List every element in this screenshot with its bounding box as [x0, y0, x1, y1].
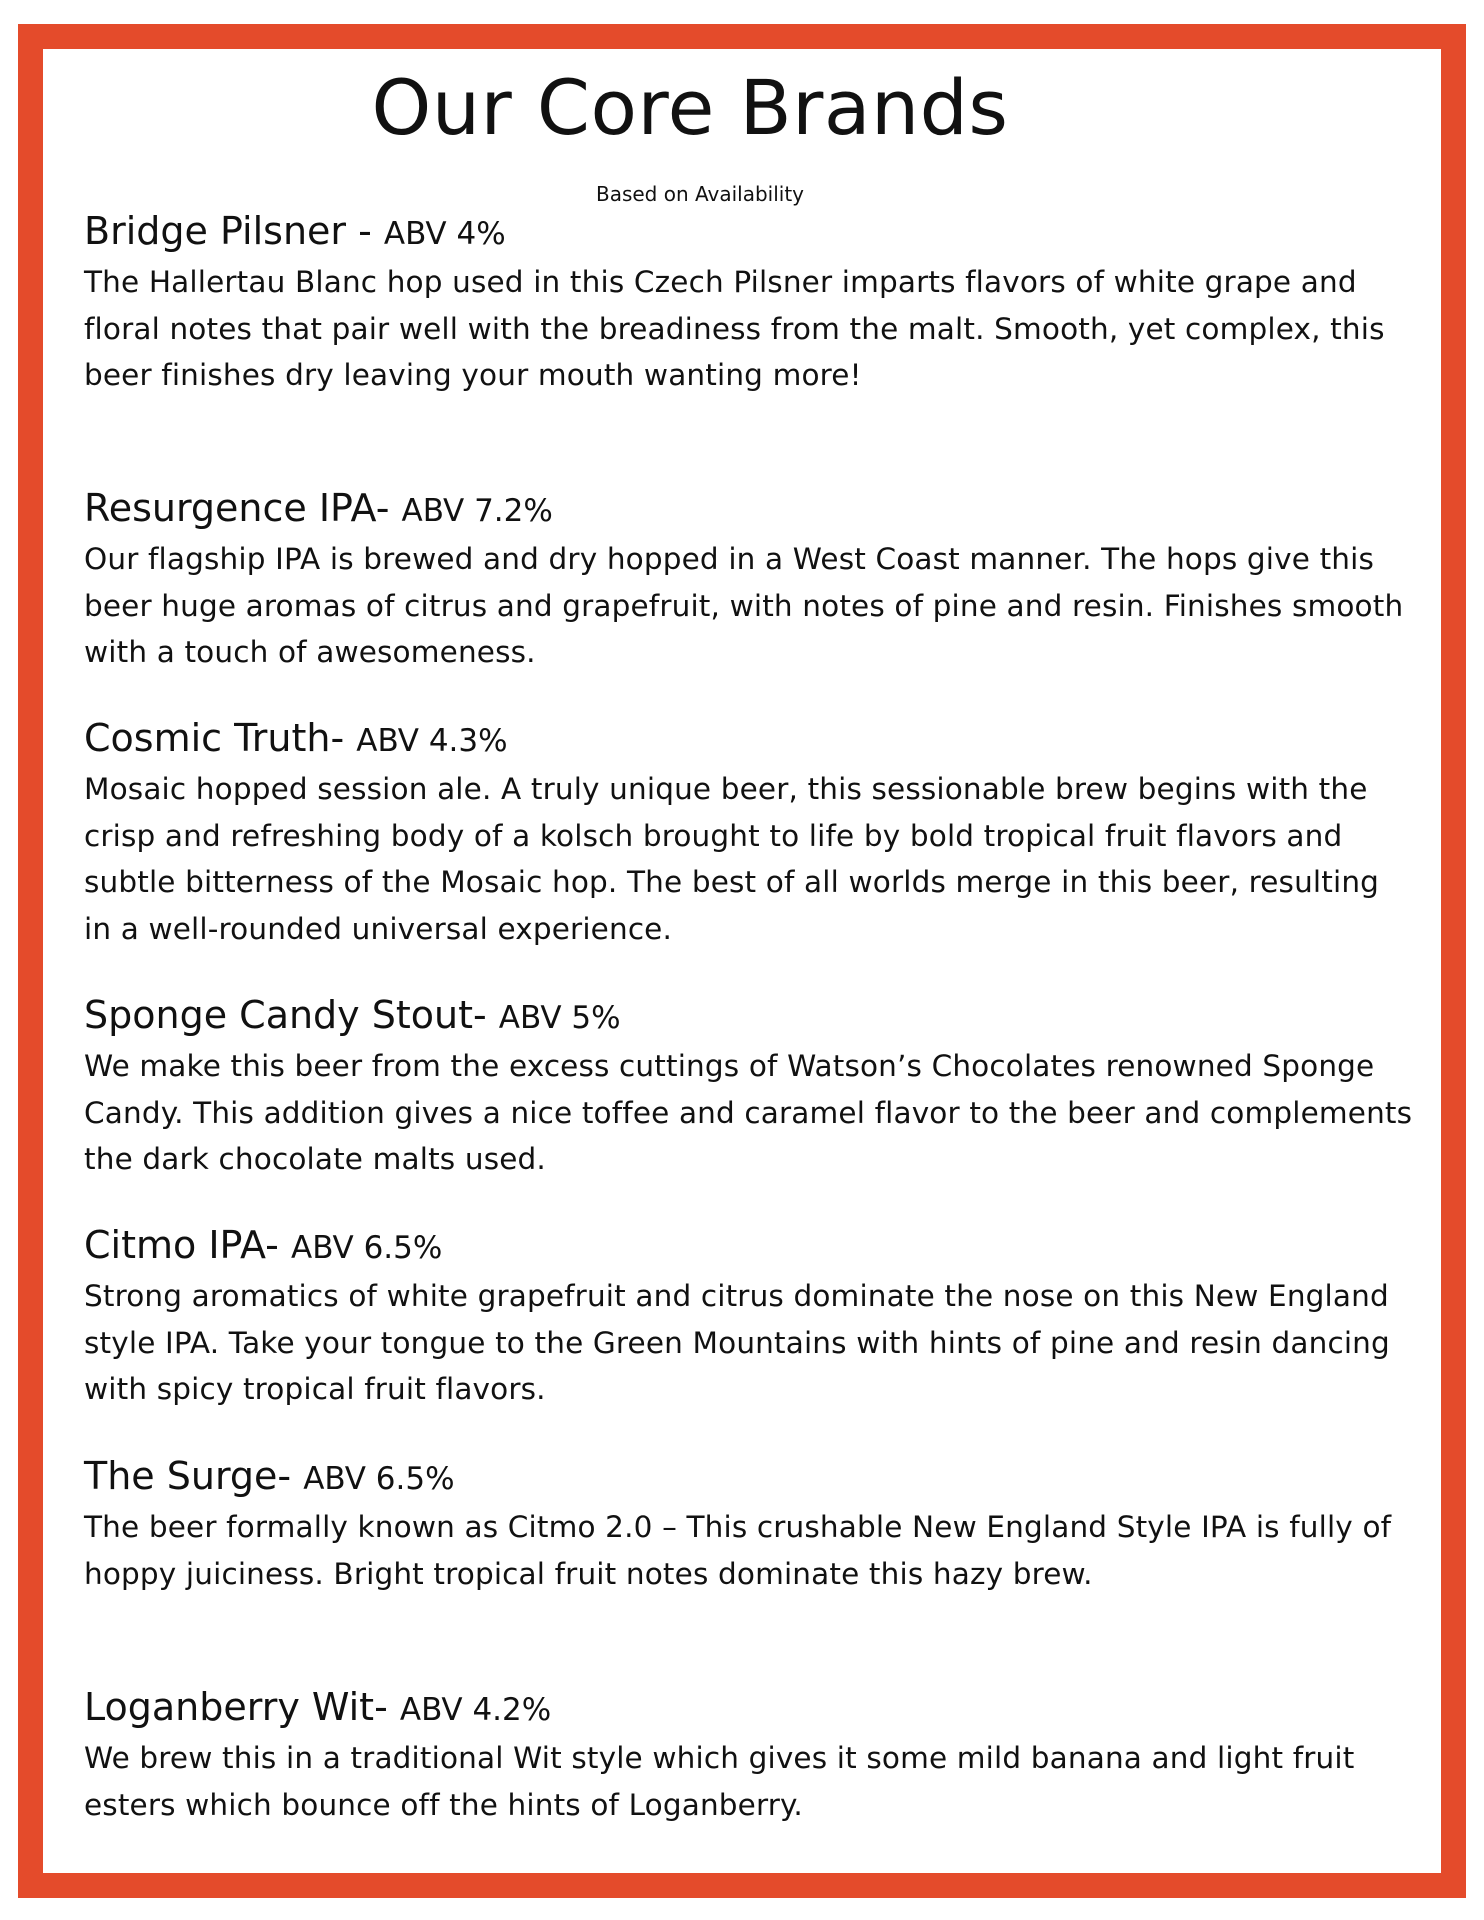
beer-abv: ABV 4.2%: [399, 1692, 552, 1728]
beer-description: The beer formally known as Citmo 2.0 – This crushable New England Style IPA is fully of hoppy juiciness. Bright tropical fruit notes dominate this hazy brew.: [84, 1510, 1392, 1591]
beer-description: We brew this in a traditional Wit style which gives it some mild banana and light fruit esters which bounce off the hints of Loganberry.: [84, 1741, 1355, 1822]
beer-name: Loganberry Wit-: [84, 1685, 400, 1729]
beer-heading: [84, 485, 1414, 534]
beer-abv: ABV 6.5%: [303, 1461, 455, 1497]
beer-description: We make this beer from the excess cuttings of Watson’s Chocolates renowned Sponge Candy. This addition gives a nice toffee and caramel flavor to the beer and complements the dark chocolate malts used.: [84, 1049, 1413, 1176]
beer-entry-the-surge: [84, 1453, 1414, 1597]
beer-description: Our flagship IPA is brewed and dry hopped in a West Coast manner. The hops give this beer huge aromas of citrus and grapefruit, with notes of pine and resin. Finishes smooth with a touch of awesomeness.: [84, 542, 1404, 669]
beer-abv: ABV 4.3%: [356, 723, 508, 759]
beer-heading: [84, 1684, 1414, 1733]
beer-name: The Surge-: [84, 1454, 304, 1498]
beer-heading: [84, 208, 1414, 257]
beer-description: Strong aromatics of white grapefruit and citrus dominate the nose on this New England style IPA. Take your tongue to the Green Mountains with hints of pine and resin dancing with spicy tropical fruit flavors.: [84, 1279, 1390, 1406]
beer-entry-citmo-ipa: [84, 1222, 1414, 1413]
beer-entry-loganberry-wit: [84, 1684, 1414, 1828]
beer-name: Citmo IPA-: [84, 1223, 291, 1267]
page-title: Our Core Brands: [371, 63, 1009, 152]
page-subtitle: Based on Availability: [595, 182, 805, 206]
beer-entry-sponge-candy-stout: [84, 992, 1414, 1183]
beer-name: Cosmic Truth-: [84, 716, 357, 760]
beer-abv: ABV 5%: [498, 1000, 621, 1036]
beer-heading: [84, 715, 1414, 764]
beer-description: Mosaic hopped session ale. A truly unique beer, this sessionable brew begins with the crisp and refreshing body of a kolsch brought to life by bold tropical fruit flavors and subtle bitterness of the Mosaic hop. The best of all worlds merge in this beer, resulting in a well-rounded universal experience.: [84, 772, 1380, 946]
beer-entry-bridge-pilsner: [84, 208, 1414, 399]
beer-abv: ABV 6.5%: [290, 1230, 443, 1266]
beer-entry-cosmic-truth: [84, 715, 1414, 952]
beer-name: Sponge Candy Stout-: [84, 993, 499, 1037]
beer-heading: [84, 992, 1414, 1041]
beer-entry-resurgence-ipa: [84, 485, 1414, 676]
beer-heading: [84, 1222, 1414, 1271]
beer-abv: ABV 4%: [383, 216, 506, 252]
beer-abv: ABV 7.2%: [401, 493, 553, 529]
beer-heading: [84, 1453, 1414, 1502]
beer-description: The Hallertau Blanc hop used in this Czech Pilsner imparts flavors of white grape and floral notes that pair well with the breadiness from the malt. Smooth, yet complex, this beer finishes dry leaving your mouth wanting more!: [84, 265, 1385, 392]
beer-name: Resurgence IPA-: [84, 486, 402, 530]
beer-name: Bridge Pilsner -: [84, 209, 384, 253]
